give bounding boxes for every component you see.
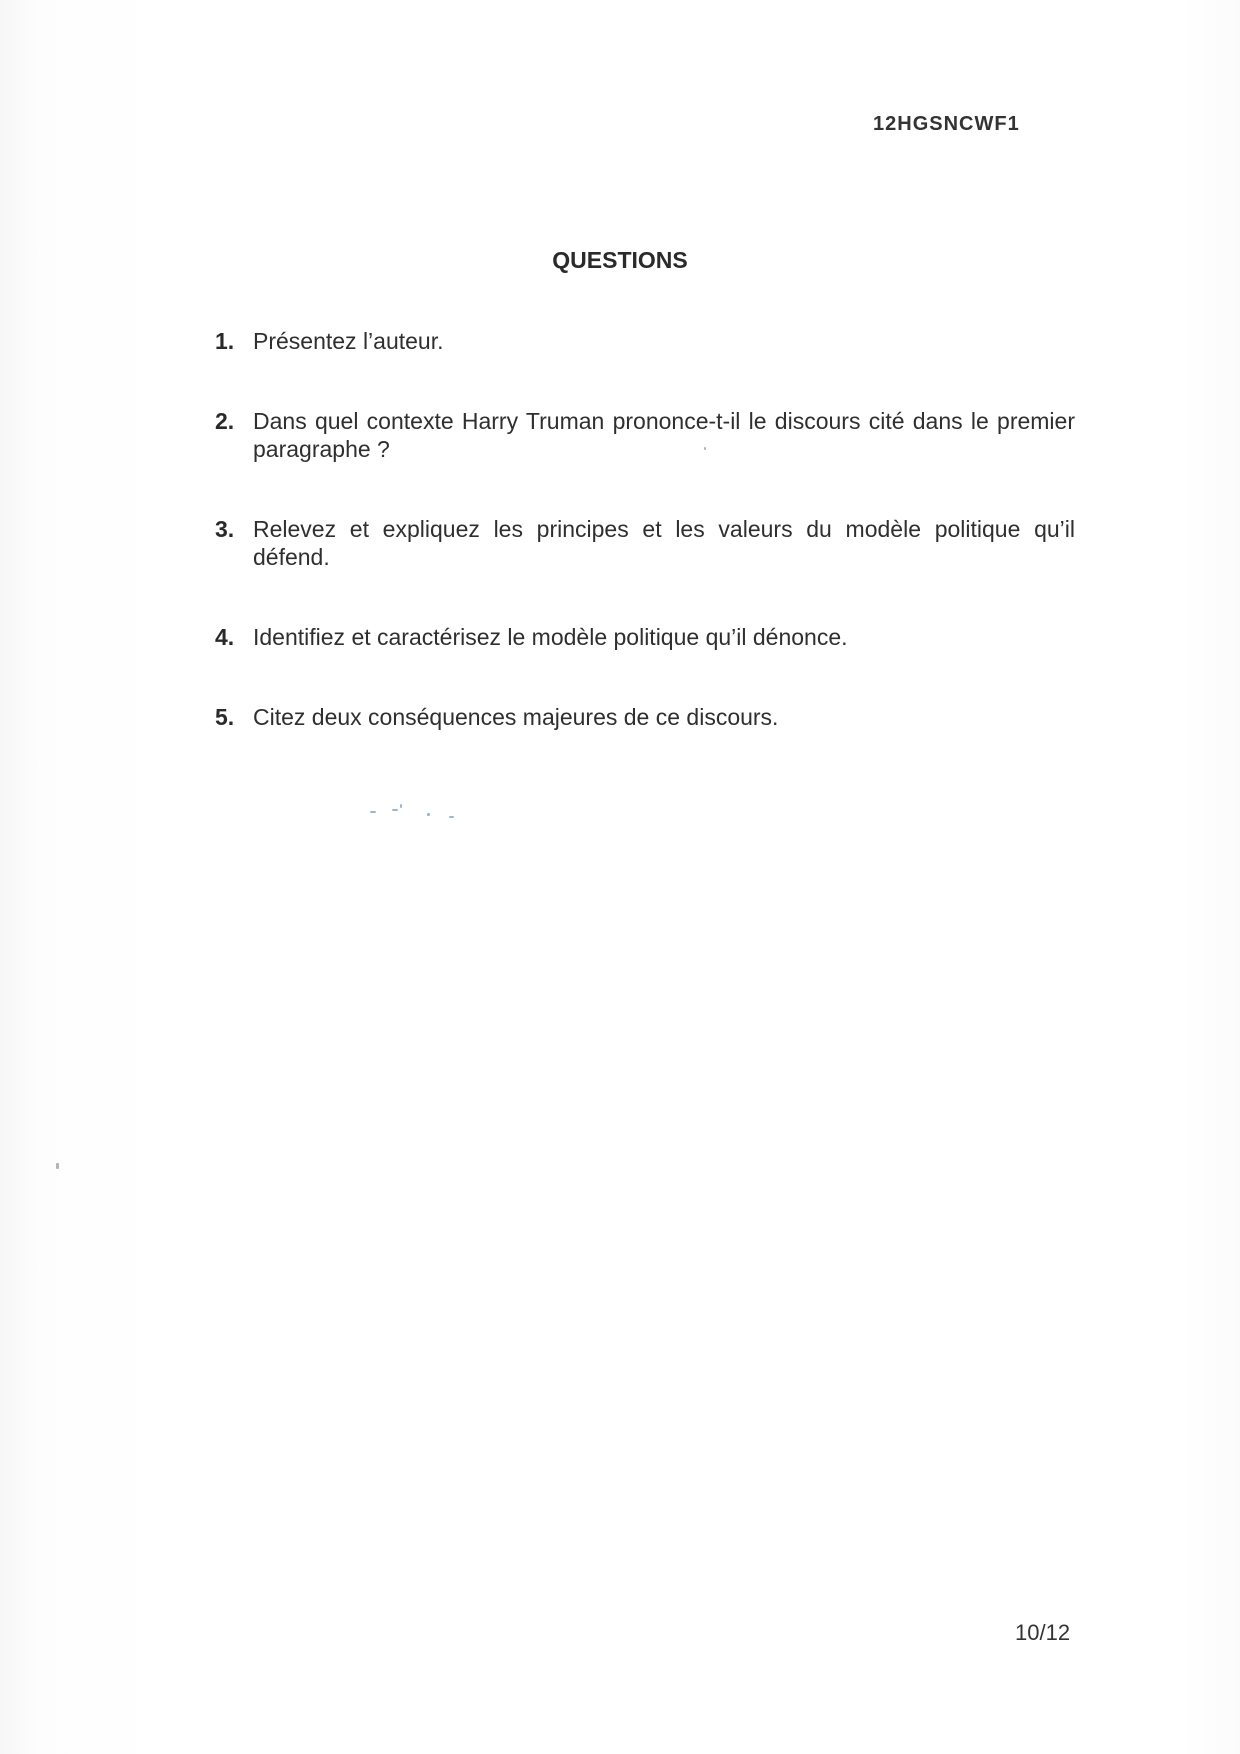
question-list <box>215 327 1075 783</box>
scan-speck <box>392 809 398 811</box>
question-number: 2. <box>215 408 235 434</box>
question-number: 5. <box>215 704 235 730</box>
scan-speck <box>400 804 402 808</box>
scan-speck <box>56 1163 59 1169</box>
question-number: 4. <box>215 624 235 650</box>
question-item-3 <box>215 515 1075 571</box>
question-item-5 <box>215 703 1075 731</box>
scan-speck <box>427 813 430 816</box>
scan-speck <box>704 447 706 450</box>
scan-speck <box>449 816 454 818</box>
scan-speck <box>370 811 376 813</box>
page-title: QUESTIONS <box>552 247 688 273</box>
question-item-1 <box>215 327 1075 355</box>
question-number: 3. <box>215 516 235 542</box>
question-text: Citez deux conséquences majeures de ce discours. <box>253 704 779 730</box>
question-text: Dans quel contexte Harry Truman prononce-t-il le discours cité dans le premier paragraphe ? <box>253 408 1075 462</box>
document-code: 12HGSNCWF1 <box>873 113 1020 135</box>
question-text: Identifiez et caractérisez le modèle politique qu’il dénonce. <box>253 624 848 650</box>
question-item-4 <box>215 623 1075 651</box>
question-item-2 <box>215 407 1075 463</box>
page-number: 10/12 <box>1015 1620 1071 1645</box>
question-text: Présentez l’auteur. <box>253 328 444 354</box>
question-number: 1. <box>215 328 235 354</box>
question-text: Relevez et expliquez les principes et les valeurs du modèle politique qu’il défend. <box>253 516 1075 570</box>
